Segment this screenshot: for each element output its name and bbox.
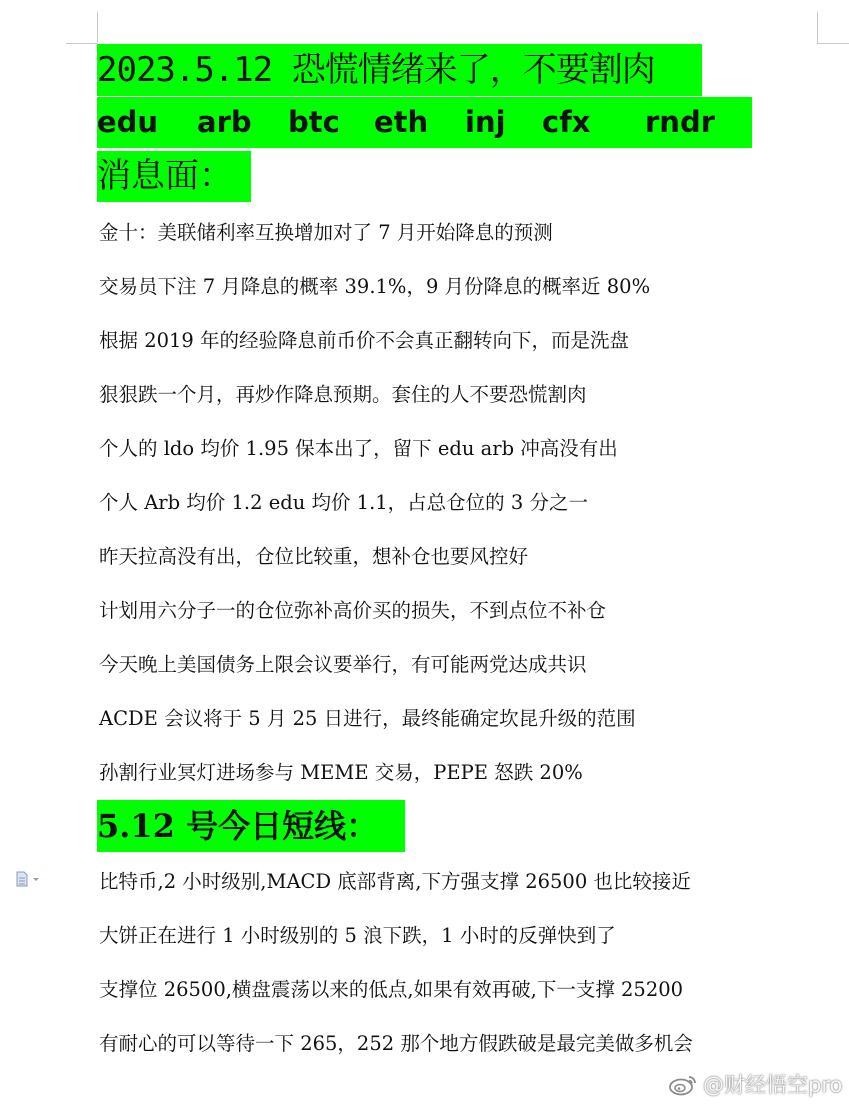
ticker-list bbox=[97, 97, 752, 148]
news-line: 根据 2019 年的经验降息前币价不会真正翻转向下，而是洗盘 bbox=[99, 329, 630, 352]
news-line: 狠狠跌一个月，再炒作降息预期。套住的人不要恐慌割肉 bbox=[99, 383, 587, 406]
weibo-logo-icon bbox=[668, 1072, 698, 1096]
news-line: 昨天拉高没有出，仓位比较重，想补仓也要风控好 bbox=[99, 545, 529, 568]
news-line: 金十：美联储利率互换增加对了 7 月开始降息的预测 bbox=[99, 221, 553, 244]
news-line: 计划用六分子一的仓位弥补高价买的损失，不到点位不补仓 bbox=[99, 599, 607, 622]
ticker-item: edu bbox=[97, 105, 159, 139]
document-marker-icon[interactable] bbox=[14, 870, 44, 888]
ticker-item: cfx bbox=[542, 105, 591, 139]
margin-corner-mark bbox=[97, 12, 98, 43]
ticker-item: eth bbox=[374, 105, 429, 139]
margin-corner-mark bbox=[817, 12, 818, 43]
news-line: 个人 Arb 均价 1.2 edu 均价 1.1，占总仓位的 3 分之一 bbox=[99, 491, 588, 514]
news-line: ACDE 会议将于 5 月 25 日进行，最终能确定坎昆升级的范围 bbox=[99, 707, 636, 730]
ticker-item: rndr bbox=[645, 105, 716, 139]
ticker-item: btc bbox=[288, 105, 340, 139]
news-line: 孙割行业冥灯进场参与 MEME 交易，PEPE 怒跌 20% bbox=[99, 761, 583, 784]
watermark-text: @财经悟空pro bbox=[703, 1073, 843, 1097]
news-line: 今天晚上美国债务上限会议要举行，有可能两党达成共识 bbox=[99, 653, 587, 676]
ticker-item: inj bbox=[465, 105, 506, 139]
short-term-line: 大饼正在进行 1 小时级别的 5 浪下跌，1 小时的反弹快到了 bbox=[99, 924, 616, 947]
margin-corner-mark bbox=[66, 43, 97, 44]
news-line: 个人的 ldo 均价 1.95 保本出了，留下 edu arb 冲高没有出 bbox=[99, 437, 618, 460]
news-line: 交易员下注 7 月降息的概率 39.1%，9 月份降息的概率近 80% bbox=[99, 275, 651, 298]
section-heading-short-term: 5.12 号今日短线： bbox=[97, 800, 405, 852]
margin-corner-mark bbox=[817, 43, 849, 44]
section-heading-news: 消息面： bbox=[97, 151, 251, 202]
short-term-line: 有耐心的可以等待一下 265，252 那个地方假跌破是最完美做多机会 bbox=[99, 1032, 693, 1055]
watermark bbox=[668, 1068, 842, 1100]
short-term-line: 支撑位 26500,横盘震荡以来的低点,如果有效再破,下一支撑 25200 bbox=[99, 978, 684, 1001]
short-term-line: 比特币,2 小时级别,MACD 底部背离,下方强支撑 26500 也比较接近 bbox=[99, 870, 691, 893]
document-title: 2023.5.12 恐慌情绪来了，不要割肉 bbox=[97, 44, 702, 96]
ticker-item: arb bbox=[197, 105, 252, 139]
